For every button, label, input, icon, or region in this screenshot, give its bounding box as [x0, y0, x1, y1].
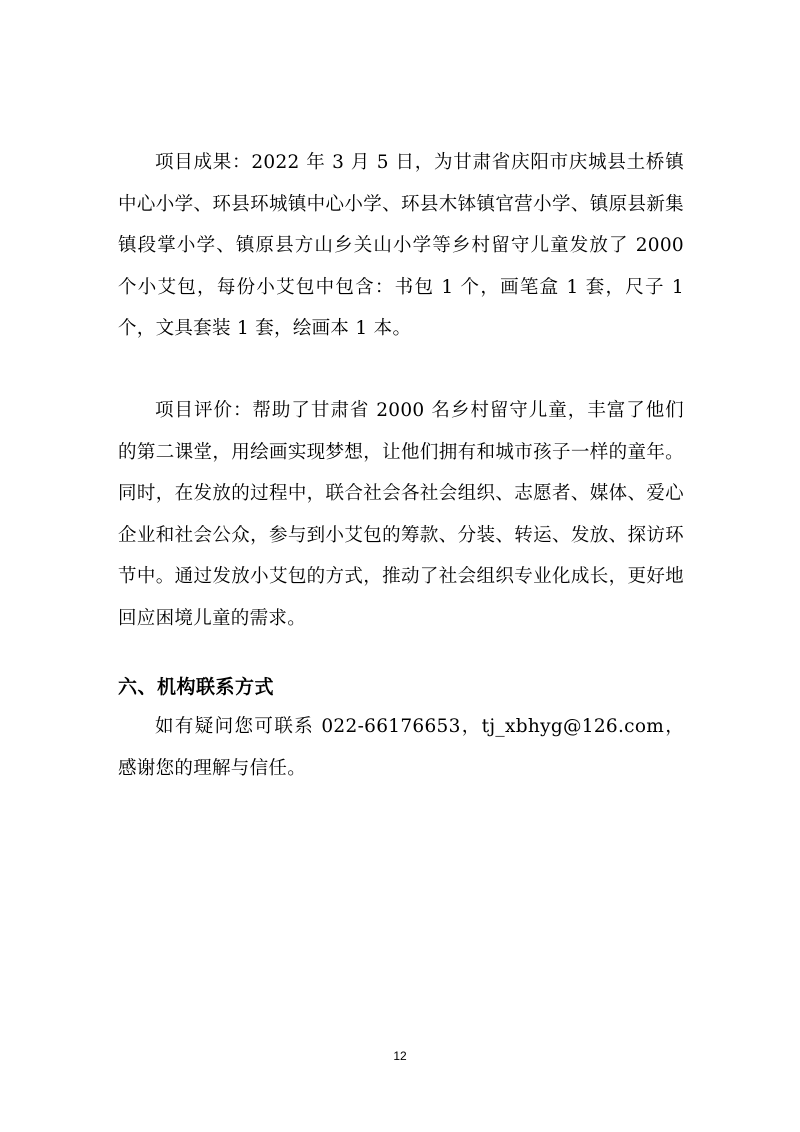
- contact-paragraph: 如有疑问您可联系 022-66176653，tj_xbhyg@126.com，感谢您的理解与信任。: [118, 716, 684, 779]
- contact-section-heading: 六、机构联系方式: [118, 676, 275, 698]
- project-evaluation-paragraph: 项目评价：帮助了甘肃省 2000 名乡村留守儿童，丰富了他们的第二课堂，用绘画实现梦想，让他们拥有和城市孩子一样的童年。同时，在发放的过程中，联合社会各社会组织、志愿者、媒体、爱心企业和社会公众，参与到小艾包的筹款、分装、转运、发放、探访环节中。通过发放小艾包的方式，推动了社会组织专业化成长，更好地回应困境儿童的需求。: [118, 400, 684, 629]
- page-number: 12: [393, 1049, 407, 1063]
- project-results-paragraph: 项目成果：2022 年 3 月 5 日，为甘肃省庆阳市庆城县土桥镇中心小学、环县环城镇中心小学、环县木钵镇官营小学、镇原县新集镇段掌小学、镇原县方山乡关山小学等乡村留守儿童发放了 2000 个小艾包，每份小艾包中包含：书包 1 个，画笔盒 1 套，尺子 1 个，文具套装 1 套，绘画本 1 本。: [118, 152, 684, 339]
